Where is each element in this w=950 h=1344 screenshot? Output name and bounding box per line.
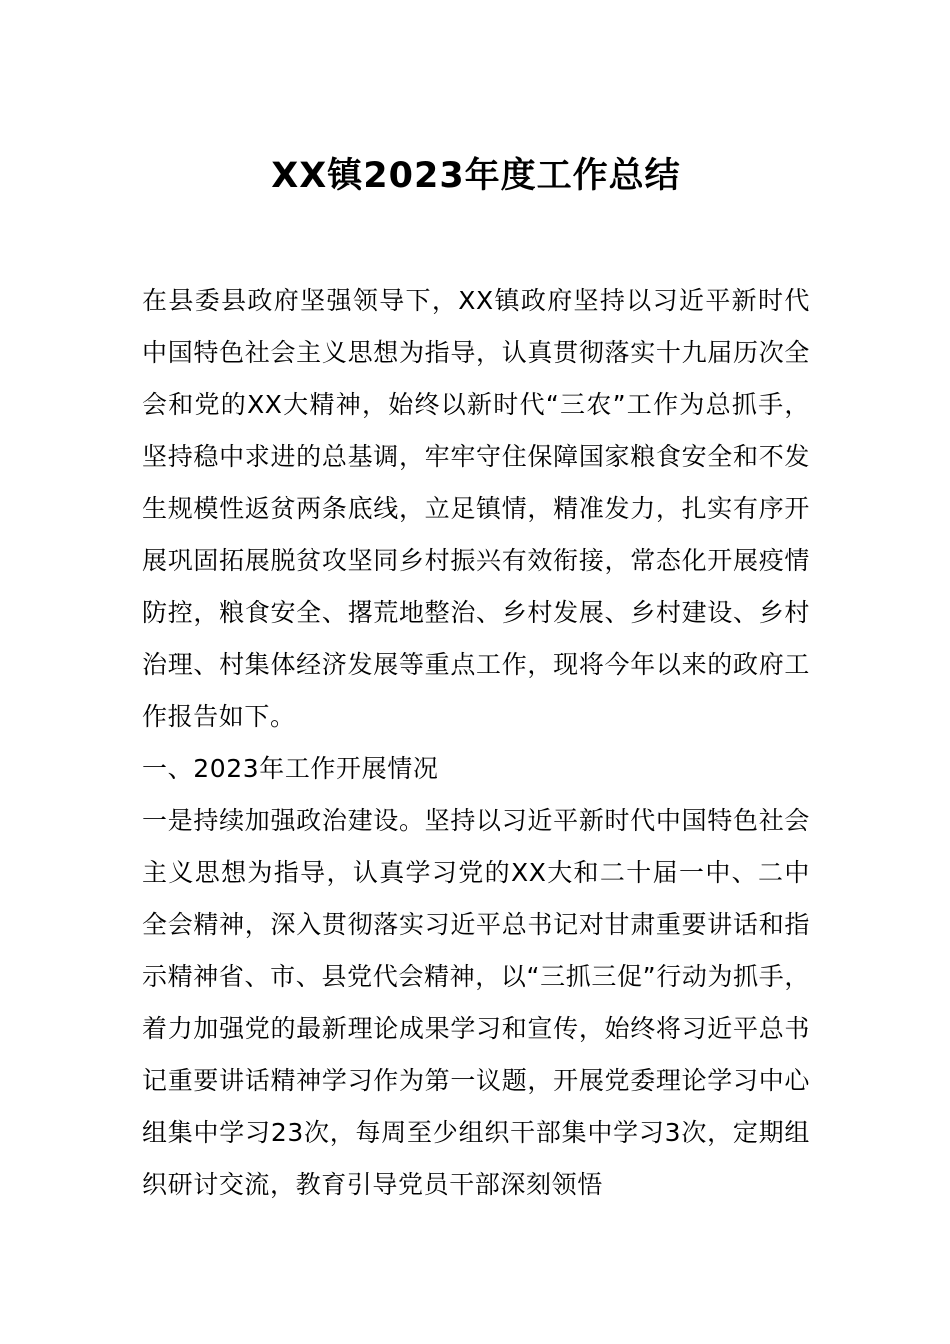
document-body xyxy=(142,275,810,1211)
page-title: XX镇2023年度工作总结 xyxy=(271,156,681,196)
paragraph-1: 在县委县政府坚强领导下，XX镇政府坚持以习近平新时代中国特色社会主义思想为指导，认真贯彻落实十九届历次全会和党的XX大精神，始终以新时代“三农”工作为总抓手，坚持稳中求进的总基调，牢牢守住保障国家粮食安全和不发生规模性返贫两条底线，立足镇情，精准发力，扎实有序开展巩固拓展脱贫攻坚同乡村振兴有效衔接，常态化开展疫情防控，粮食安全、撂荒地整治、乡村发展、乡村建设、乡村治理、村集体经济发展等重点工作，现将今年以来的政府工作报告如下。 xyxy=(142,285,810,731)
section-heading-1: 一、2023年工作开展情况 xyxy=(142,753,439,783)
paragraph-2: 一是持续加强政治建设。坚持以习近平新时代中国特色社会主义思想为指导，认真学习党的XX大和二十届一中、二中全会精神，深入贯彻落实习近平总书记对甘肃重要讲话和指示精神省、市、县党代会精神，以“三抓三促”行动为抓手，着力加强党的最新理论成果学习和宣传，始终将习近平总书记重要讲话精神学习作为第一议题，开展党委理论学习中心组集中学习23次，每周至少组织干部集中学习3次，定期组织研讨交流，教育引导党员干部深刻领悟 xyxy=(142,805,810,1199)
